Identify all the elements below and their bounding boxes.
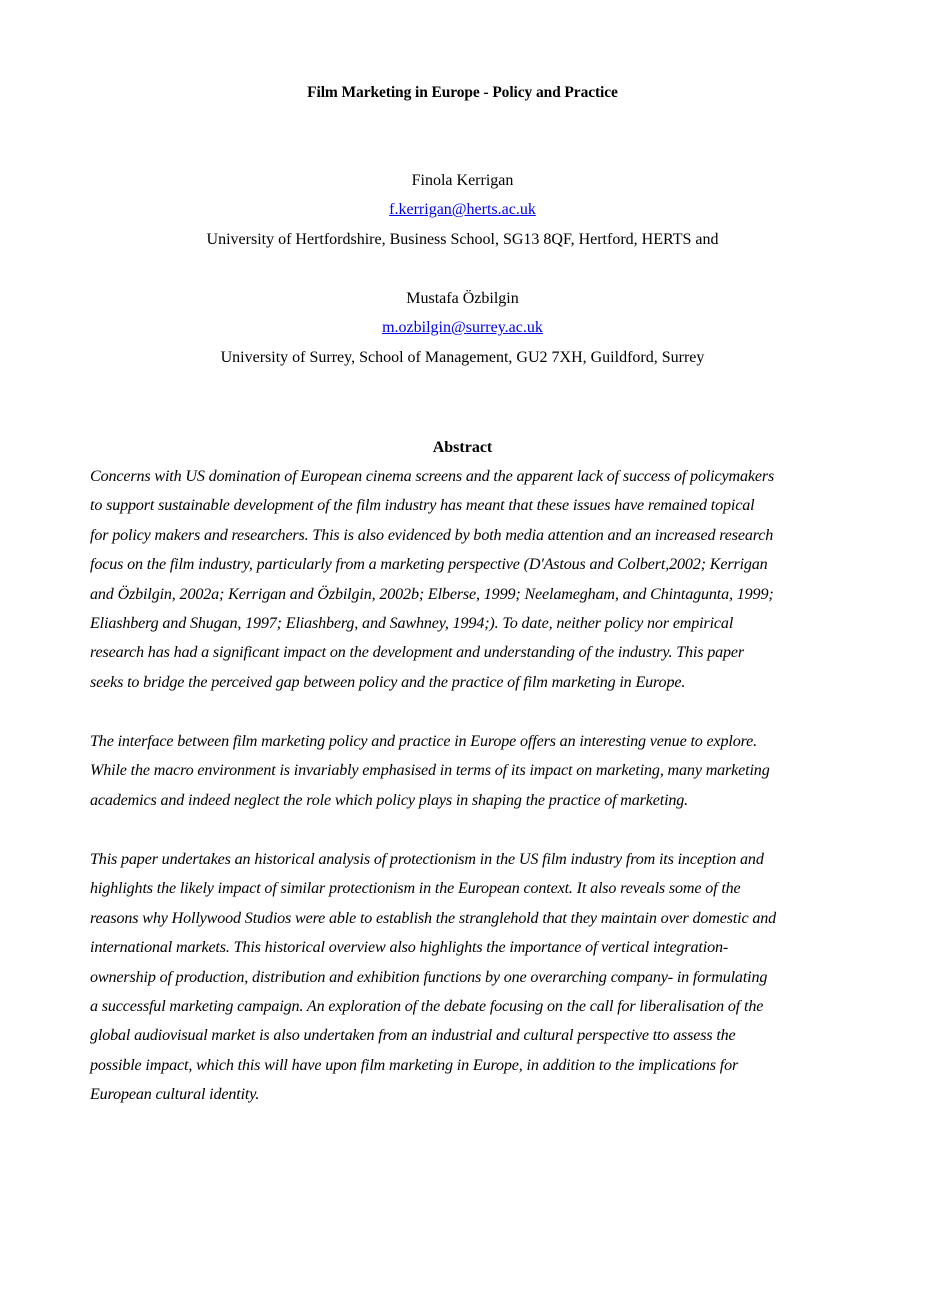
author-name: Finola Kerrigan <box>411 172 514 189</box>
paper-title: Film Marketing in Europe - Policy and Practice <box>307 84 618 101</box>
author-affiliation: University of Surrey, School of Management, GU2 7XH, Guildford, Surrey <box>220 349 705 366</box>
author-email-link[interactable]: m.ozbilgin@surrey.ac.uk <box>382 319 543 336</box>
text-line: for policy makers and researchers. This is also evidenced by both media attention and an increased research <box>90 526 774 544</box>
text-line: seeks to bridge the perceived gap between policy and the practice of film marketing in Europe. <box>90 673 686 691</box>
abstract-paragraph <box>90 727 850 815</box>
text-line: possible impact, which this will have upon film marketing in Europe, in addition to the implications for <box>90 1056 739 1074</box>
text-line: international markets. This historical overview also highlights the importance of vertical integration- <box>90 939 729 957</box>
text-line: Eliashberg and Shugan, 1997; Eliashberg, and Sawhney, 1994;). To date, neither policy nor empirical <box>90 615 734 633</box>
text-line: focus on the film industry, particularly from a marketing perspective (D'Astous and Colbert,2002; Kerrigan <box>90 556 768 574</box>
author-email-line <box>0 319 925 337</box>
author-email-line <box>0 201 925 219</box>
text-line: This paper undertakes an historical analysis of protectionism in the US film industry from its inception and <box>90 851 764 868</box>
text-line: research has had a significant impact on the development and understanding of the industry. This paper <box>90 644 745 662</box>
author-affiliation: University of Hertfordshire, Business School, SG13 8QF, Hertford, HERTS and <box>206 231 719 248</box>
text-line: European cultural identity. <box>90 1086 260 1104</box>
text-line: While the macro environment is invariably emphasised in terms of its impact on marketing, many marketing <box>90 762 770 780</box>
text-line: and Özbilgin, 2002a; Kerrigan and Özbilgin, 2002b; Elberse, 1999; Neelamegham, and Chintagunta, 1999; <box>90 585 774 603</box>
text-line: ownership of production, distribution and exhibition functions by one overarching company- in formulating <box>90 968 768 986</box>
author-email-link[interactable]: f.kerrigan@herts.ac.uk <box>389 201 536 218</box>
text-line: The interface between film marketing policy and practice in Europe offers an interesting venue to explore. <box>90 733 758 750</box>
text-line: Concerns with US domination of European cinema screens and the apparent lack of success of policymakers <box>90 468 775 485</box>
abstract-paragraph <box>90 845 850 1110</box>
text-line: academics and indeed neglect the role which policy plays in shaping the practice of marketing. <box>90 791 689 809</box>
text-line: a successful marketing campaign. An exploration of the debate focusing on the call for liberalisation of the <box>90 998 764 1016</box>
abstract-paragraph <box>90 462 850 697</box>
abstract-heading: Abstract <box>432 439 493 456</box>
text-line: reasons why Hollywood Studios were able to establish the stranglehold that they maintain over domestic and <box>90 909 777 927</box>
author-name: Mustafa Özbilgin <box>406 290 519 307</box>
text-line: to support sustainable development of the film industry has meant that these issues have remained topical <box>90 497 755 515</box>
text-line: highlights the likely impact of similar protectionism in the European context. It also reveals some of the <box>90 880 741 898</box>
text-line: global audiovisual market is also undertaken from an industrial and cultural perspective tto assess the <box>90 1027 736 1045</box>
